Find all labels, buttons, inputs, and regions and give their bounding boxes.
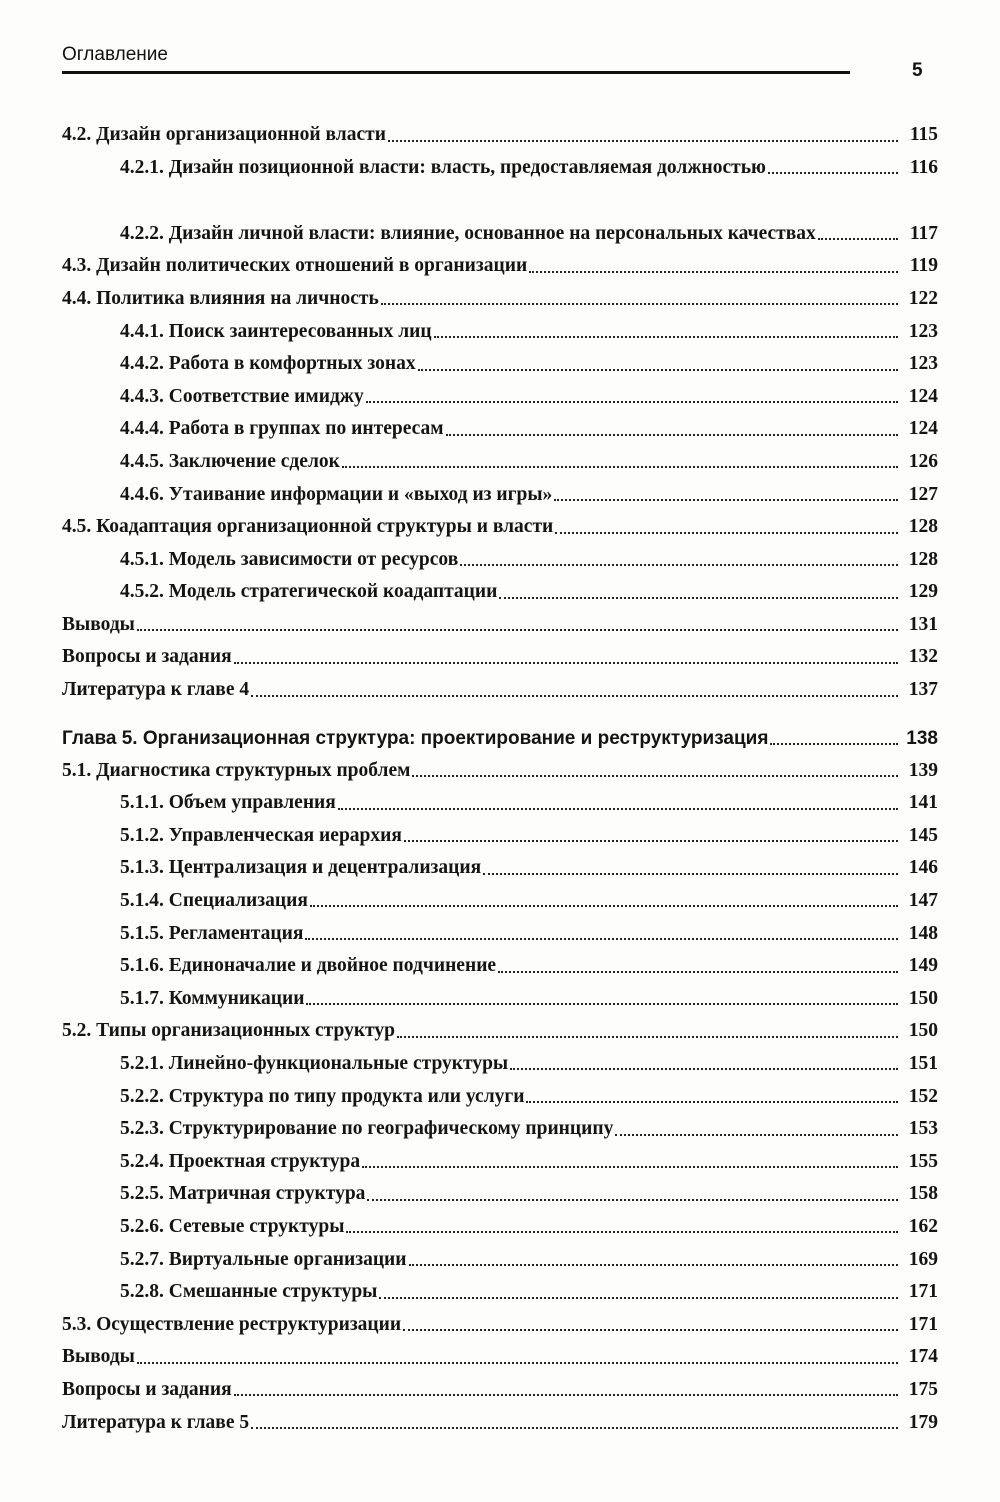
dot-leader	[434, 336, 898, 338]
dot-leader	[818, 238, 898, 240]
dot-leader	[615, 1134, 898, 1136]
toc-entry-title: 5.2.6. Сетевые структуры	[120, 1215, 345, 1237]
toc-entry-page: 119	[909, 255, 938, 277]
page-number: 5	[912, 60, 923, 81]
dot-leader	[388, 140, 898, 142]
toc-entry-title: 4.4.2. Работа в комфортных зонах	[120, 353, 416, 375]
toc-entry	[62, 750, 938, 783]
toc-entry	[62, 408, 938, 441]
toc-entry	[62, 1336, 938, 1369]
toc-entry-title: Выводы	[62, 1346, 135, 1368]
toc-entry-page: 174	[908, 1346, 938, 1368]
toc-entry	[62, 1238, 938, 1271]
running-head-title: Оглавление	[62, 44, 168, 65]
dot-leader	[510, 1068, 898, 1070]
toc-entry-page: 127	[908, 483, 938, 505]
dot-leader	[483, 873, 898, 875]
toc-entry-page: 131	[908, 613, 938, 635]
toc-entry-title: Литература к главе 5	[62, 1411, 250, 1433]
toc-entry-page: 155	[908, 1150, 938, 1172]
toc-entry	[62, 539, 938, 572]
dot-leader	[770, 743, 898, 745]
toc-entry	[62, 636, 938, 669]
dot-leader	[412, 775, 898, 777]
dot-leader	[234, 662, 898, 664]
dot-leader	[409, 1264, 898, 1266]
toc-entry-title: Выводы	[62, 613, 135, 635]
toc-entry-title: 4.4.1. Поиск заинтересованных лиц	[120, 320, 432, 342]
toc-entry	[62, 506, 938, 539]
dot-leader	[529, 271, 898, 273]
toc-entry-title: 5.1.3. Централизация и децентрализация	[120, 857, 482, 879]
toc-entry-page: 124	[908, 418, 938, 440]
toc-entry-title: 5.2.3. Структурирование по географическому принципу	[120, 1118, 614, 1140]
toc-entry-title: 4.4.5. Заключение сделок	[120, 450, 340, 472]
toc-entry	[62, 880, 938, 913]
toc-entry-title: 4.5.1. Модель зависимости от ресурсов	[120, 548, 459, 570]
toc-entry-title: 5.2.8. Смешанные структуры	[120, 1281, 378, 1303]
toc-entry-title: 5.2. Типы организационных структур	[62, 1020, 395, 1042]
dot-leader	[526, 1101, 898, 1103]
dot-leader	[251, 695, 898, 697]
toc-entry-page: 158	[908, 1183, 938, 1205]
toc-entry-page: 123	[908, 353, 938, 375]
table-of-contents	[62, 114, 938, 1434]
toc-entry-page: 115	[909, 124, 938, 146]
toc-entry-title: Вопросы и задания	[62, 1378, 232, 1400]
dot-leader	[362, 1166, 898, 1168]
dot-leader	[499, 597, 898, 599]
toc-entry-page: 116	[909, 156, 938, 178]
toc-entry-title: 4.2.2. Дизайн личной власти: влияние, основанное на персональных качествах	[120, 222, 816, 244]
toc-entry	[62, 782, 938, 815]
dot-leader	[342, 466, 898, 468]
toc-entry-title: 5.2.1. Линейно-функциональные структуры	[120, 1053, 509, 1075]
dot-leader	[306, 1003, 898, 1005]
toc-entry-page: 150	[908, 1020, 938, 1042]
toc-entry-page: 126	[908, 450, 938, 472]
toc-entry	[62, 945, 938, 978]
toc-entry-page: 171	[908, 1281, 938, 1303]
toc-entry	[62, 343, 938, 376]
toc-entry	[62, 278, 938, 311]
dot-leader	[768, 172, 898, 174]
dot-leader	[379, 1297, 898, 1299]
toc-entry-title: 5.1.4. Специализация	[120, 890, 308, 912]
toc-entry	[62, 847, 938, 880]
toc-entry-page: 132	[908, 646, 938, 668]
toc-entry-page: 153	[908, 1118, 938, 1140]
toc-entry	[62, 604, 938, 637]
toc-entry-title: 5.1.5. Регламентация	[120, 922, 304, 944]
toc-entry	[62, 1206, 938, 1239]
dot-leader	[498, 971, 898, 973]
toc-entry	[62, 245, 938, 278]
toc-entry	[62, 1369, 938, 1402]
toc-entry-page: 128	[908, 548, 938, 570]
toc-entry-title: 5.1.7. Коммуникации	[120, 987, 305, 1009]
toc-entry-title: 5.1.6. Единоначалие и двойное подчинение	[120, 955, 497, 977]
dot-leader	[251, 1427, 898, 1429]
toc-entry-page: 169	[908, 1248, 938, 1270]
toc-entry-page: 138	[906, 727, 938, 749]
toc-entry-page: 147	[908, 890, 938, 912]
toc-entry	[62, 978, 938, 1011]
toc-entry	[62, 1173, 938, 1206]
toc-chapter-entry	[62, 710, 938, 750]
toc-entry-page: 146	[908, 857, 938, 879]
toc-entry-page: 152	[908, 1085, 938, 1107]
toc-entry-page: 162	[908, 1215, 938, 1237]
toc-entry-page: 141	[908, 792, 938, 814]
toc-entry	[62, 1010, 938, 1043]
toc-entry	[62, 1401, 938, 1434]
toc-entry-page: 150	[908, 987, 938, 1009]
toc-entry-title: Глава 5. Организационная структура: проектирование и реструктуризация	[62, 727, 769, 749]
dot-leader	[446, 434, 898, 436]
toc-entry	[62, 441, 938, 474]
dot-leader	[460, 564, 898, 566]
toc-entry-title: 5.1. Диагностика структурных проблем	[62, 759, 411, 781]
toc-entry-title: 5.2.7. Виртуальные организации	[120, 1248, 407, 1270]
toc-entry-page: 124	[908, 385, 938, 407]
toc-entry-title: 4.4.4. Работа в группах по интересам	[120, 418, 444, 440]
toc-entry-page: 122	[908, 287, 938, 309]
toc-entry-title: 4.3. Дизайн политических отношений в организации	[62, 255, 528, 277]
toc-entry	[62, 376, 938, 409]
toc-entry	[62, 1141, 938, 1174]
toc-entry	[62, 1304, 938, 1337]
toc-entry-page: 148	[908, 922, 938, 944]
toc-entry-page: 139	[908, 759, 938, 781]
dot-leader	[554, 499, 898, 501]
toc-entry	[62, 571, 938, 604]
toc-entry-page: 117	[909, 222, 938, 244]
dot-leader	[418, 369, 898, 371]
toc-entry	[62, 179, 938, 245]
toc-entry-title: 4.4. Политика влияния на личность	[62, 287, 379, 309]
toc-entry-title: 4.2. Дизайн организационной власти	[62, 124, 386, 146]
toc-entry-title: 4.4.3. Соответствие имиджу	[120, 385, 364, 407]
toc-entry	[62, 1271, 938, 1304]
toc-entry	[62, 147, 938, 180]
toc-entry-title: 5.2.2. Структура по типу продукта или услуги	[120, 1085, 525, 1107]
toc-entry	[62, 473, 938, 506]
toc-entry	[62, 669, 938, 702]
dot-leader	[366, 401, 898, 403]
toc-entry-page: 149	[908, 955, 938, 977]
toc-entry-page: 171	[908, 1313, 938, 1335]
dot-leader	[403, 1329, 898, 1331]
dot-leader	[404, 840, 898, 842]
dot-leader	[137, 1362, 898, 1364]
toc-entry-page: 151	[908, 1053, 938, 1075]
toc-entry-title: 5.3. Осуществление реструктуризации	[62, 1313, 402, 1335]
toc-entry-title: 5.2.4. Проектная структура	[120, 1150, 361, 1172]
dot-leader	[234, 1394, 898, 1396]
toc-entry	[62, 1043, 938, 1076]
toc-entry-page: 123	[908, 320, 938, 342]
toc-entry-title: 4.4.6. Утаивание информации и «выход из игры»	[120, 483, 553, 505]
toc-entry	[62, 310, 938, 343]
dot-leader	[367, 1199, 898, 1201]
toc-entry	[62, 912, 938, 945]
toc-entry-page: 128	[908, 516, 938, 538]
dot-leader	[381, 303, 898, 305]
header-rule	[62, 71, 850, 74]
toc-entry	[62, 114, 938, 147]
toc-entry-page: 129	[908, 581, 938, 603]
dot-leader	[555, 532, 898, 534]
toc-entry-title: 5.2.5. Матричная структура	[120, 1183, 366, 1205]
toc-entry-page: 137	[908, 679, 938, 701]
toc-entry-title: 4.2.1. Дизайн позиционной власти: власть, предоставляемая должностью	[120, 156, 766, 178]
toc-entry-page: 175	[908, 1378, 938, 1400]
toc-entry-title: 4.5. Коадаптация организационной структуры и власти	[62, 516, 554, 538]
dot-leader	[305, 938, 898, 940]
toc-entry	[62, 1075, 938, 1108]
toc-entry-title: 4.5.2. Модель стратегической коадаптации	[120, 581, 498, 603]
toc-entry-title: 5.1.2. Управленческая иерархия	[120, 824, 402, 846]
dot-leader	[346, 1231, 898, 1233]
toc-entry-page: 179	[908, 1411, 938, 1433]
toc-entry-title: 5.1.1. Объем управления	[120, 792, 336, 814]
dot-leader	[137, 629, 898, 631]
toc-entry-title: Вопросы и задания	[62, 646, 232, 668]
dot-leader	[338, 808, 898, 810]
toc-entry	[62, 1108, 938, 1141]
toc-entry	[62, 815, 938, 848]
toc-entry-title: Литература к главе 4	[62, 679, 250, 701]
toc-entry-page: 145	[908, 824, 938, 846]
dot-leader	[397, 1036, 898, 1038]
dot-leader	[310, 905, 898, 907]
